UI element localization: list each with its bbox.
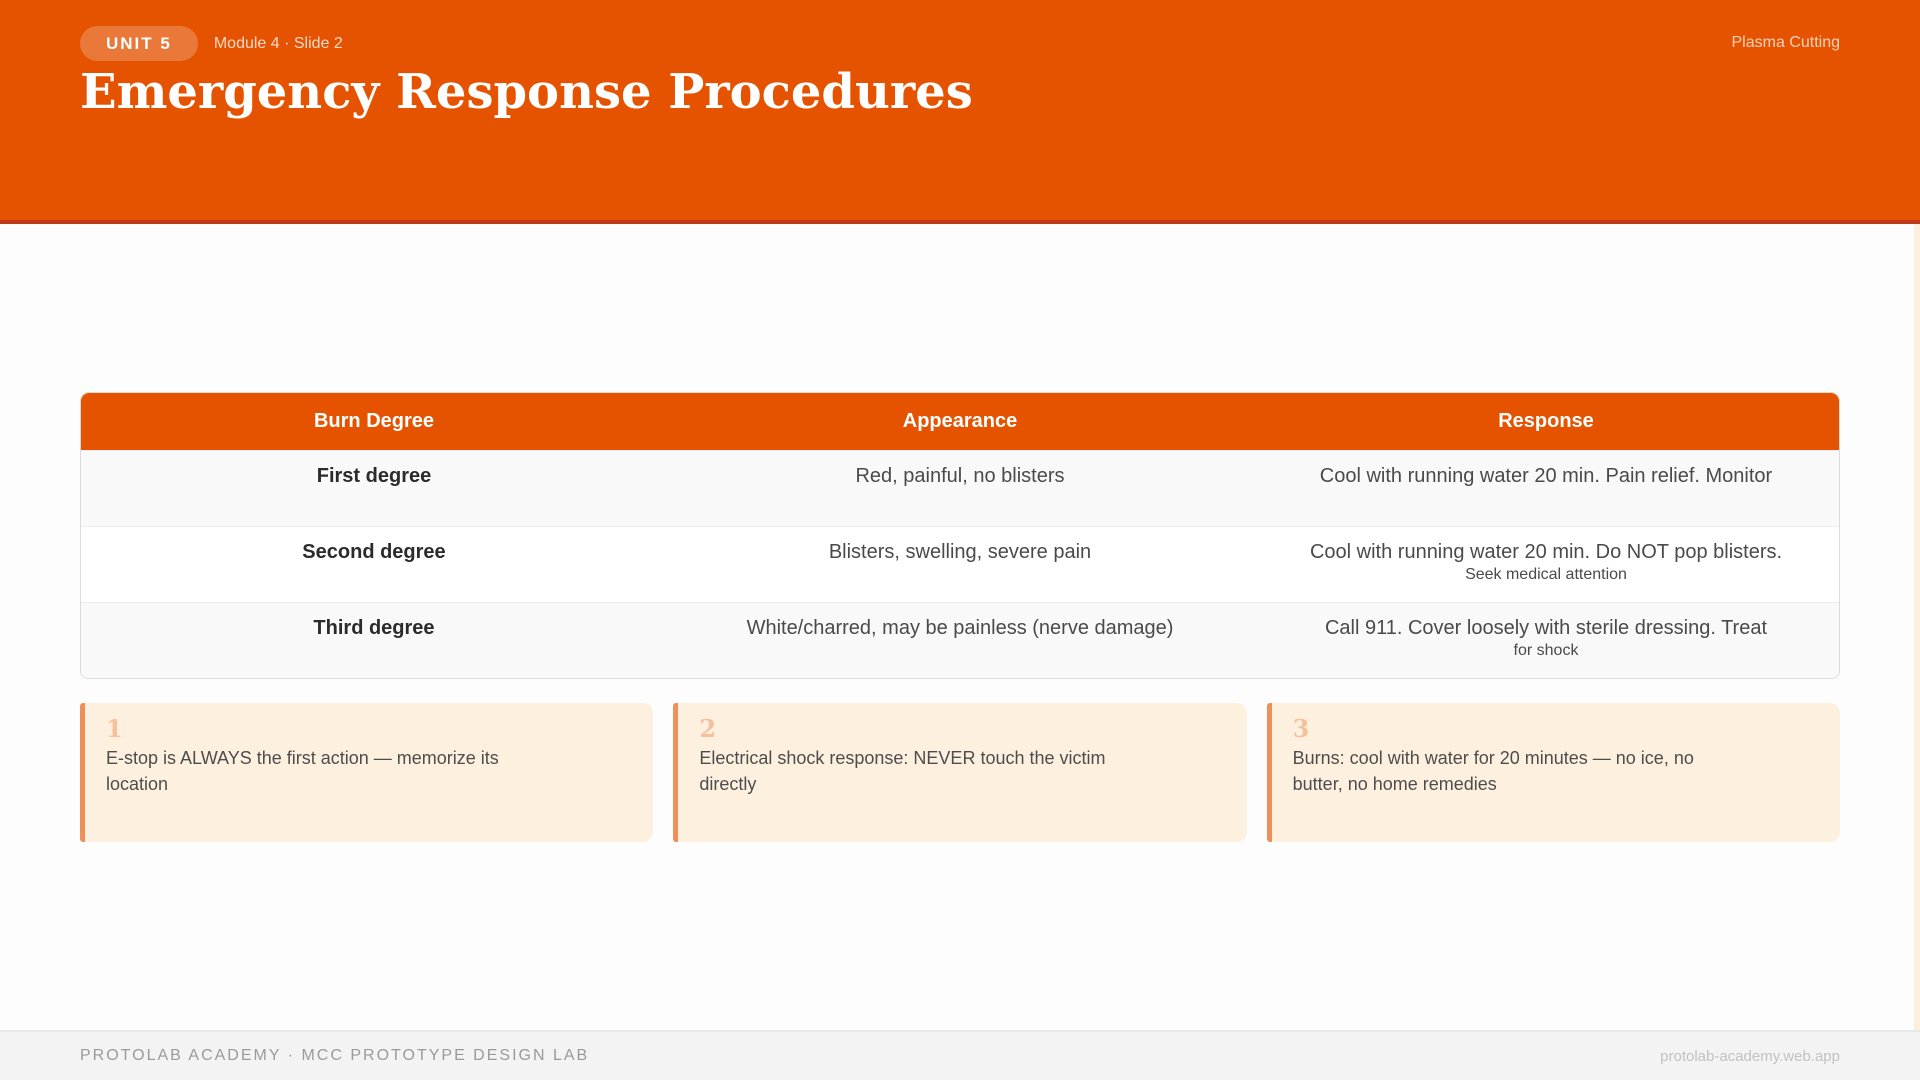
cell-response <box>1253 527 1839 602</box>
card-number: 3 <box>1292 714 1310 743</box>
table-row <box>81 602 1839 678</box>
column-header-burn-degree: Burn Degree <box>313 410 435 432</box>
table-row <box>81 526 1839 602</box>
footer-organization: PROTOLAB ACADEMY · MCC PROTOTYPE DESIGN LAB <box>80 1047 590 1064</box>
edge-accent-strip <box>1914 224 1920 1030</box>
slide-footer <box>0 1030 1920 1080</box>
cell-response <box>1253 603 1839 678</box>
unit-badge: UNIT 5 <box>80 26 198 61</box>
card-text: E-stop is ALWAYS the first action — memorize its location <box>106 748 499 794</box>
key-points <box>80 703 1840 842</box>
cell-appearance: Red, painful, no blisters <box>855 465 1065 487</box>
column-header-appearance: Appearance <box>902 410 1018 432</box>
key-point-card <box>80 703 653 842</box>
card-text: Electrical shock response: NEVER touch the victim directly <box>699 748 1106 794</box>
cell-degree: First degree <box>316 465 432 487</box>
response-sub: Seek medical attention <box>1465 566 1627 583</box>
response-main: Cool with running water 20 min. Do NOT pop blisters. <box>1309 541 1783 563</box>
key-point-card <box>1267 703 1840 842</box>
footer-url: protolab-academy.web.app <box>1660 1048 1840 1065</box>
cell-appearance: White/charred, may be painless (nerve damage) <box>746 617 1174 639</box>
page-title: Emergency Response Procedures <box>80 64 973 120</box>
card-number: 2 <box>699 714 717 743</box>
cell-response <box>1253 451 1839 526</box>
course-label: Plasma Cutting <box>1731 34 1840 51</box>
card-number: 1 <box>106 714 123 743</box>
column-header-response: Response <box>1498 410 1594 432</box>
burn-degree-table <box>80 392 1840 679</box>
slide-header <box>0 0 1920 224</box>
card-text: Burns: cool with water for 20 minutes — no ice, no butter, no home remedies <box>1292 748 1694 794</box>
cell-degree: Second degree <box>302 541 446 563</box>
table-header <box>81 393 1839 450</box>
cell-degree: Third degree <box>313 617 435 639</box>
cell-appearance: Blisters, swelling, severe pain <box>828 541 1092 563</box>
response-main: Cool with running water 20 min. Pain relief. Monitor <box>1319 465 1773 487</box>
response-main: Call 911. Cover loosely with sterile dressing. Treat <box>1324 617 1768 639</box>
breadcrumb: Module 4 · Slide 2 <box>213 34 343 52</box>
table-row <box>81 450 1839 526</box>
response-sub: for shock <box>1513 642 1579 659</box>
key-point-card <box>673 703 1246 842</box>
meta-row <box>80 26 343 61</box>
